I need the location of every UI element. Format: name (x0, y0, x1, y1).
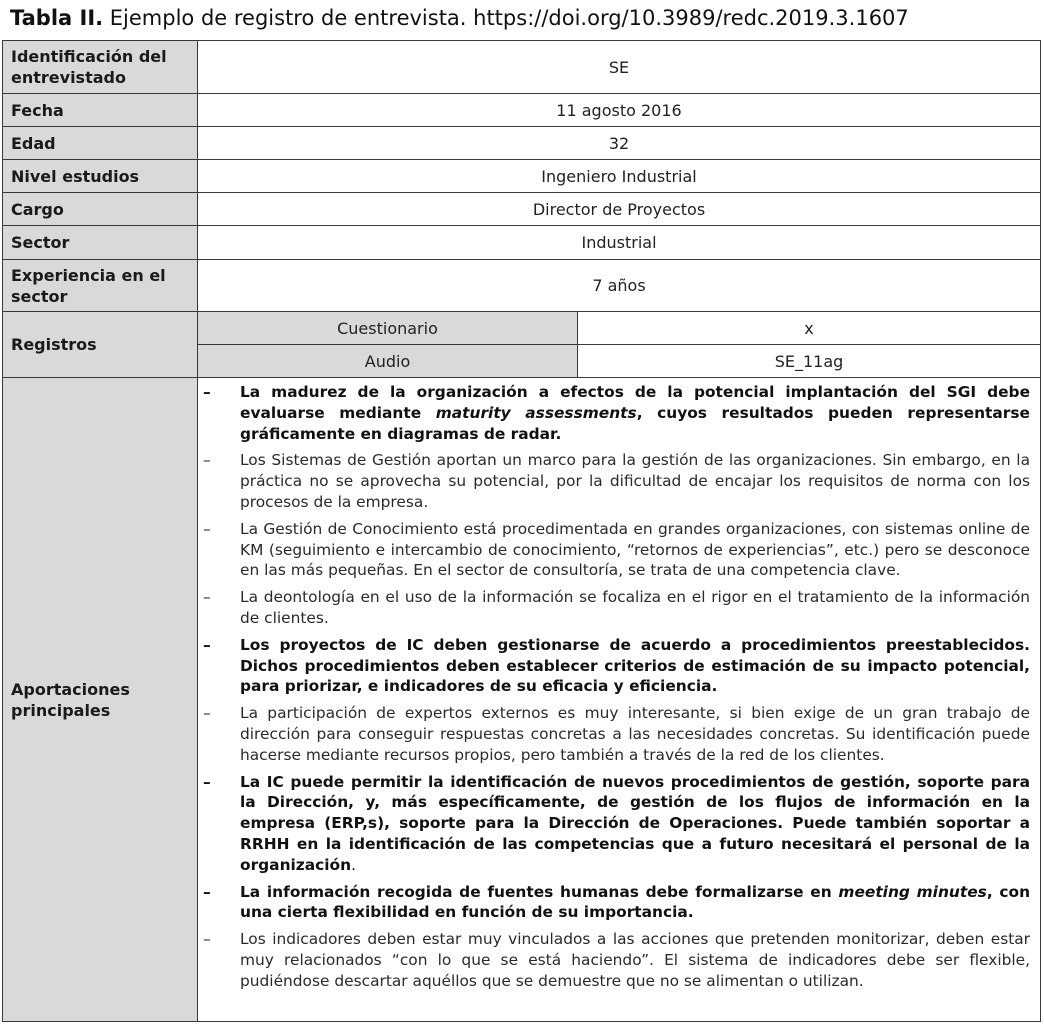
subrow-label-audio: Audio (198, 345, 578, 378)
list-bullet: – (203, 882, 211, 901)
italic-term: maturity assessments (435, 403, 637, 422)
list-item (202, 882, 1030, 924)
list-bullet: – (203, 930, 211, 949)
text-fragment: , cuyos resultados pueden representarse gráficamente en diagramas de radar. (240, 403, 1030, 443)
list-item (202, 635, 1030, 697)
row-label-fecha: Fecha (3, 94, 198, 127)
table-row (3, 226, 1041, 260)
table-row (3, 127, 1041, 160)
list-bullet: – (203, 635, 211, 654)
list-bullet: – (203, 451, 211, 470)
row-value-sector: Industrial (198, 226, 1041, 260)
italic-term: meeting minutes (838, 882, 987, 901)
text-fragment: La información recogida de fuentes humanas debe formalizarse en (240, 882, 839, 901)
row-value-edad: 32 (198, 127, 1041, 160)
list-item (202, 450, 1030, 512)
subrow-label-cuestionario: Cuestionario (198, 312, 578, 345)
caption-label: Tabla II. (10, 6, 104, 30)
row-label-cargo: Cargo (3, 193, 198, 226)
list-bullet: – (203, 704, 211, 723)
text-fragment: , con una cierta flexibilidad en función de su importancia. (240, 882, 1031, 922)
list-bullet: – (203, 383, 211, 401)
list-item-text (240, 703, 1030, 765)
list-item-text (240, 382, 1030, 444)
interview-table (2, 40, 1041, 1022)
list-item-text (240, 450, 1030, 512)
table-row (3, 312, 1041, 345)
table-row (3, 160, 1041, 193)
row-value-nivel: Ingeniero Industrial (198, 160, 1041, 193)
subrow-value-cuestionario: x (578, 312, 1041, 345)
list-item-text (240, 772, 1030, 876)
list-item (202, 519, 1030, 581)
text-fragment: La Gestión de Conocimiento está procedimentada en grandes organizaciones, con sistemas online de KM (seguimiento e intercambio de conocimiento, “retornos de experiencias”, etc.) pero se desconoce en las más pequeñas. En el sector de consultoría, se trata de una competencia clave. (240, 519, 1031, 580)
row-label-sector: Sector (3, 226, 198, 260)
table-row (3, 378, 1041, 1022)
list-item-text (240, 519, 1030, 581)
text-fragment: Los indicadores deben estar muy vinculados a las acciones que pretenden monitorizar, deben estar muy relacionados “con lo que se está haciendo”. El sistema de indicadores debe ser flexible, pudiéndose descartar aquéllos que se demuestre que no se alimentan o utilizan. (240, 930, 1031, 990)
row-label-experiencia: Experiencia en el sector (3, 260, 198, 312)
row-label-edad: Edad (3, 127, 198, 160)
aportaciones-list (198, 378, 1040, 1000)
row-value-experiencia: 7 años (198, 260, 1041, 312)
aportaciones-cell (198, 378, 1041, 1022)
table-caption (10, 4, 909, 32)
row-value-identificacion: SE (198, 41, 1041, 94)
text-fragment: Los proyectos de IC deben gestionarse de acuerdo a procedimientos preestablecidos. Dichos procedimientos deben establecer criterios de estimación de su impacto potencial, para priorizar, e indicadores de su eficacia y eficiencia. (240, 635, 1031, 696)
list-bullet: – (203, 519, 211, 538)
subrow-value-audio: SE_11ag (578, 345, 1041, 378)
table-row (3, 94, 1041, 127)
list-bullet: – (203, 772, 211, 791)
table-row (3, 41, 1041, 94)
row-label-nivel: Nivel estudios (3, 160, 198, 193)
list-item (202, 772, 1030, 876)
table-row (3, 193, 1041, 226)
list-item (202, 703, 1030, 765)
text-fragment: La madurez de la organización a efectos de la potencial implantación del SGI debe evaluarse mediante (240, 383, 1031, 422)
row-label-aportaciones: Aportaciones principales (3, 378, 198, 1022)
row-value-cargo: Director de Proyectos (198, 193, 1041, 226)
row-value-fecha: 11 agosto 2016 (198, 94, 1041, 127)
table-row (3, 260, 1041, 312)
text-fragment: La deontología en el uso de la información se focaliza en el rigor en el tratamiento de la información de clientes. (240, 588, 1031, 627)
list-item (202, 382, 1030, 444)
text-fragment: La IC puede permitir la identificación de nuevos procedimientos de gestión, soporte para la Dirección, y, más específicamente, de gestión de los flujos de información en la empresa (ERP,s), soporte para la Dirección de Operaciones. Puede también soportar a RRHH en la identificación de las competencias que a futuro necesitará el personal de la organización (240, 772, 1031, 874)
list-item-text (240, 635, 1030, 697)
text-fragment: . (351, 855, 356, 874)
list-item (202, 587, 1030, 629)
list-item (202, 929, 1030, 991)
list-bullet: – (203, 588, 211, 607)
caption-text: Ejemplo de registro de entrevista. https://doi.org/10.3989/redc.2019.3.1607 (103, 6, 909, 30)
list-item-text (240, 587, 1030, 629)
list-item-text (240, 929, 1030, 991)
row-label-identificacion: Identificación del entrevistado (3, 41, 198, 94)
text-fragment: La participación de expertos externos es muy interesante, si bien exige de un gran trabajo de dirección para conseguir respuestas concretas a las necesidades concretas. Su identificación puede hacerse mediante recursos propios, pero también a través de la red de los clientes. (240, 704, 1031, 764)
row-label-registros: Registros (3, 312, 198, 378)
list-item-text (240, 882, 1030, 924)
text-fragment: Los Sistemas de Gestión aportan un marco para la gestión de las organizaciones. Sin embargo, en la práctica no se aprovecha su potencial, por la dificultad de encajar los requisitos de norma con los procesos de la empresa. (240, 451, 1031, 511)
